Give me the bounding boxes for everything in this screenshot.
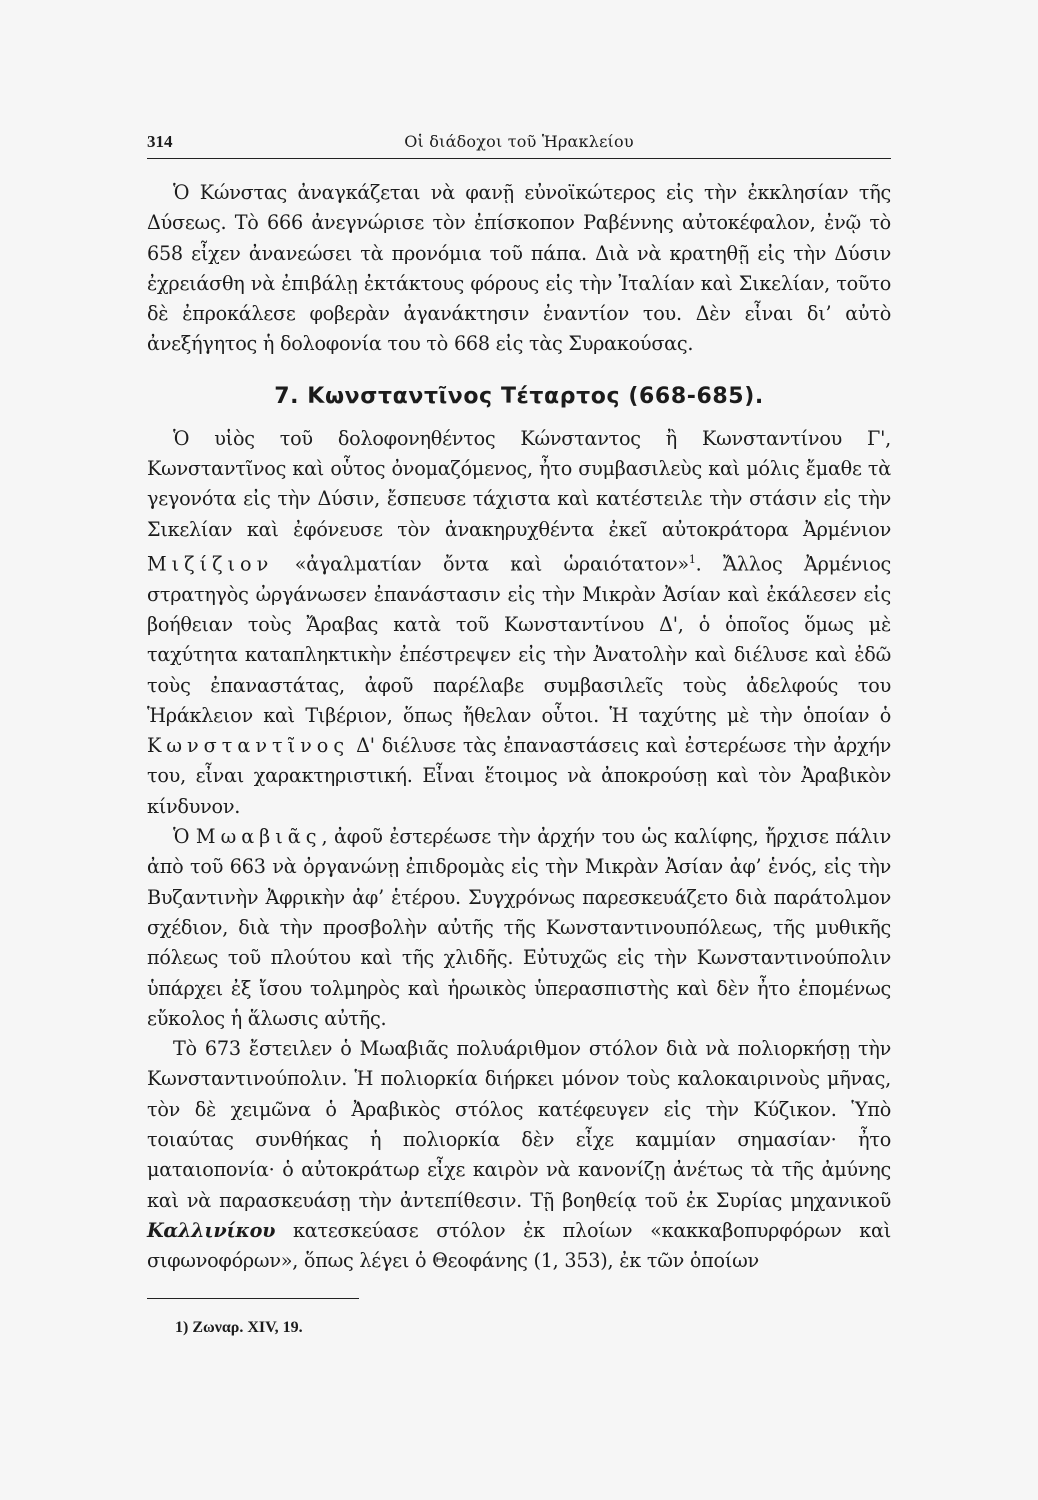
footnote-rule: [147, 1298, 359, 1299]
body-text: [147, 178, 891, 1276]
emphasized-name-kallinikos: Καλλινίκου: [147, 1218, 276, 1242]
page-number: 314: [147, 132, 173, 151]
paragraph-moavias: [147, 822, 891, 1034]
emphasized-name-moavias: Μωαβιᾶς: [195, 825, 322, 849]
paragraph-konstas: Ὁ Κώνστας ἀναγκάζεται νὰ φανῇ εὐνοϊκώτερος εἰς τὴν ἐκκλησίαν τῆς Δύσεως. Τὸ 666 ἀνεγνώρισε τὸν ἐπίσκοπον Ραβέννης αὐτοκέφαλον, ἐνῷ τὸ 658 εἶχεν ἀνανεώσει τὰ προνόμια τοῦ πάπα. Διὰ νὰ κρατηθῇ εἰς τὴν Δύσιν ἐχρειάσθη νὰ ἐπιβάλῃ ἐκτάκτους φόρους εἰς τὴν Ἰταλίαν καὶ Σικελίαν, τοῦτο δὲ ἐπροκάλεσε φοβερὰν ἀγανάκτησιν ἐναντίον του. Δὲν εἶναι δι’ αὐτὸ ἀνεξήγητος ἡ δολοφονία του τὸ 668 εἰς τὰς Συρακούσας.: [147, 181, 891, 356]
book-page: [147, 132, 891, 1337]
running-title: Οἱ διάδοχοι τοῦ Ἡρακλείου: [404, 132, 634, 151]
text-run: , ἀφοῦ ἐστερέωσε τὴν ἀρχήν του ὡς καλίφης, ἤρχισε πάλιν ἀπὸ τοῦ 663 νὰ ὀργανώνῃ ἐπιδρομὰς εἰς τὴν Μικρὰν Ἀσίαν ἀφ’ ἑνός, εἰς τὴν Βυζαντινὴν Ἀφρικὴν ἀφ’ ἑτέρου. Συγχρόνως παρεσκευάζετο διὰ παράτολμον σχέδιον, διὰ τὴν προσβολὴν αὐτῆς τῆς Κωνσταντινουπόλεως, τῆς μυθικῆς πόλεως τοῦ πλούτου καὶ τῆς χλιδῆς. Εὐτυχῶς εἰς τὴν Κωνσταντινούπολιν ὑπάρχει ἐξ ἴσου τολμηρὸς καὶ ἡρωικὸς ὑπερασπιστὴς καὶ δὲν ἦτο ἑπομένως εὔκολος ἡ ἅλωσις αὐτῆς.: [147, 825, 891, 1030]
paragraph-siege: [147, 1034, 891, 1276]
text-run: Δ' διέλυσε τὰς ἐπαναστάσεις καὶ ἐστερέωσε τὴν ἀρχήν του, εἶναι χαρακτηριστική. Εἶναι ἕτοιμος νὰ ἀποκρούσῃ καὶ τὸν Ἀραβικὸν κίνδυνον.: [147, 734, 891, 818]
paragraph-konstantinos-succession: [147, 424, 891, 822]
footnote-reference[interactable]: 1: [688, 552, 696, 566]
header-rule: [147, 158, 891, 159]
text-run: . Ἄλλος Ἀρμένιος στρατηγὸς ὠργάνωσεν ἐπανάστασιν εἰς τὴν Μικρὰν Ἀσίαν καὶ ἐκάλεσεν εἰς βοήθειαν τοὺς Ἄραβας κατὰ τοῦ Κωνσταντίνου Δ', ὁ ὁποῖος ὅμως μὲ ταχύτητα καταπληκτικὴν ἐπέστρεψεν εἰς τὴν Ἀνατολὴν καὶ διέλυσε καὶ ἐδῶ τοὺς ἐπαναστάτας, ἀφοῦ παρέλαβε συμβασιλεῖς τοὺς ἀδελφούς του Ἡράκλειον καὶ Τιβέριον, ὅπως ἤθελαν οὗτοι. Ἡ ταχύτης μὲ τὴν ὁποίαν ὁ: [147, 552, 892, 727]
text-run: Ὁ υἱὸς τοῦ δολοφονηθέντος Κώνσταντος ἢ Κωνσταντίνου Γ', Κωνσταντῖνος καὶ οὗτος ὀνομαζόμενος, ἦτο συμβασιλεὺς καὶ μόλις ἔμαθε τὰ γεγονότα εἰς τὴν Δύσιν, ἔσπευσε τάχιστα καὶ κατέστειλε τὴν στάσιν εἰς τὴν Σικελίαν καὶ ἐφόνευσε τὸν ἀνακηρυχθέντα ἐκεῖ αὐτοκράτορα Ἀρμένιον: [147, 426, 891, 541]
text-run: κατεσκεύασε στόλον ἐκ πλοίων «κακκαβοπυρφόρων καὶ σιφωνοφόρων», ὅπως λέγει ὁ Θεοφάνης (1, 353), ἐκ τῶν ὁποίων: [147, 1218, 891, 1273]
emphasized-name-konstantinos: Κωνσταντῖνος: [147, 734, 350, 758]
emphasized-name-mizizios: Μιζίζιον: [147, 552, 274, 576]
footnote-1: 1) Ζωναρ. XIV, 19.: [175, 1319, 303, 1337]
running-head: [147, 132, 891, 158]
text-run: Ὁ: [173, 825, 196, 849]
text-run: Τὸ 673 ἔστειλεν ὁ Μωαβιᾶς πολυάριθμον στόλον διὰ νὰ πολιορκήσῃ τὴν Κωνσταντινούπολιν. Ἡ πολιορκία διήρκει μόνον τοὺς καλοκαιρινοὺς μῆνας, τὸν δὲ χειμῶνα ὁ Ἀραβικὸς στόλος κατέφευγεν εἰς τὴν Κύζικον. Ὑπὸ τοιαύτας συνθήκας ἡ πολιορκία δὲν εἶχε καμμίαν σημασίαν· ἦτο ματαιοπονία· ὁ αὐτοκράτωρ εἶχε καιρὸν νὰ κανονίζῃ ἀνέτως τὰ τῆς ἀμύνης καὶ νὰ παρασκευάσῃ τὴν ἀντεπίθεσιν. Τῇ βοηθείᾳ τοῦ ἐκ Συρίας μηχανικοῦ: [147, 1037, 891, 1212]
text-run: «ἀγαλματίαν ὄντα καὶ ὡραιότατον»: [273, 552, 689, 576]
section-heading: 7. Κωνσταντῖνος Τέταρτος (668-685).: [274, 383, 764, 409]
